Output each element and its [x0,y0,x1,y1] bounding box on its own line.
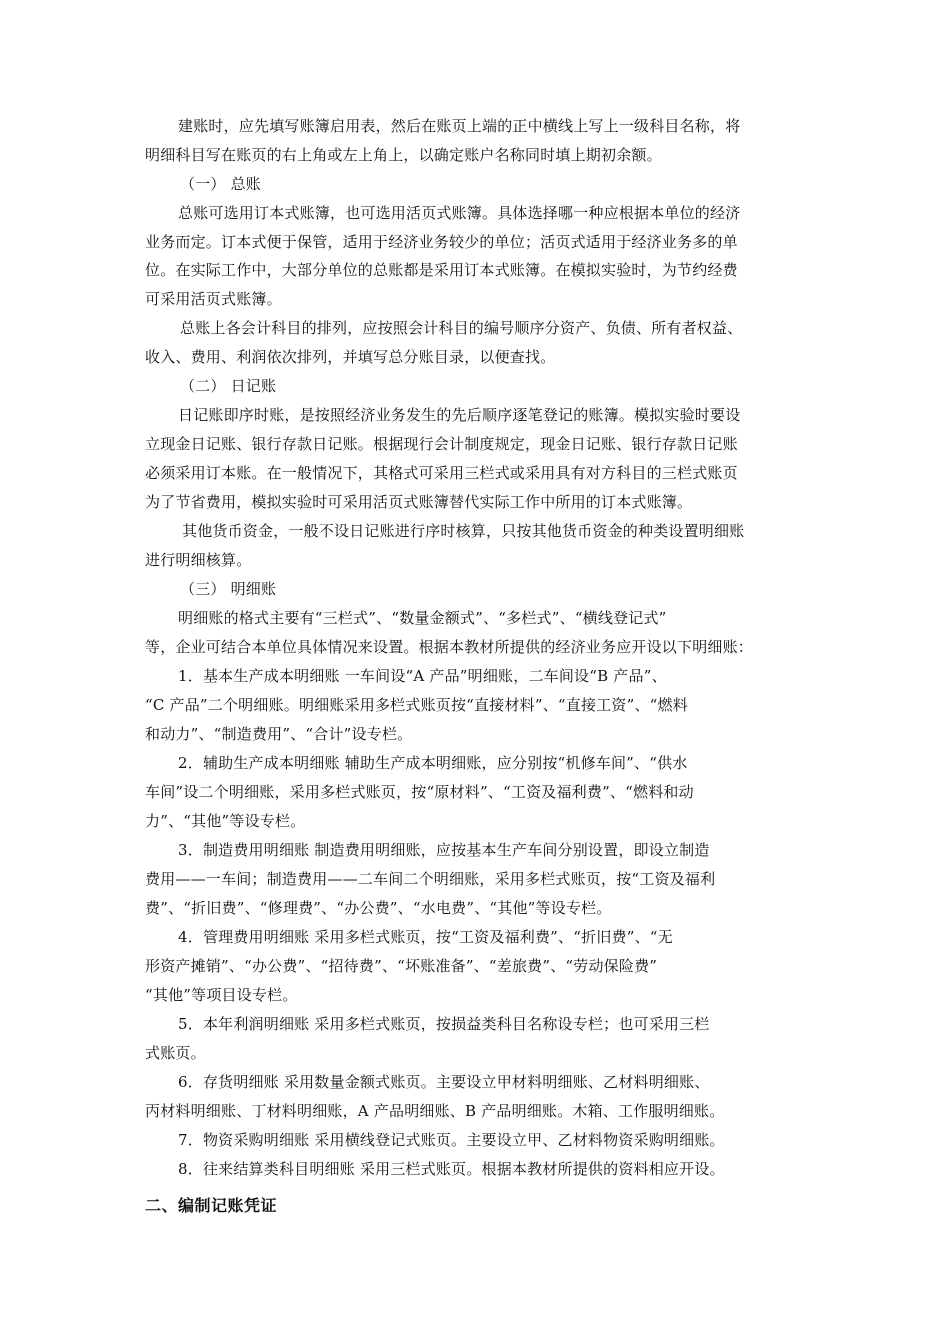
subheading-general-ledger: （一） 总账 [180,175,261,193]
paragraph-line: 进行明细核算。 [145,551,252,569]
paragraph-line: 立现金日记账、银行存款日记账。根据现行会计制度规定，现金日记账、银行存款日记账 [145,435,738,453]
paragraph-line: 费”、“折旧费”、“修理费”、“办公费”、“水电费”、“其他”等设专栏。 [145,899,612,917]
paragraph-line: 总账上各会计科目的排列，应按照会计科目的编号顺序分资产、负债、所有者权益、 [180,319,743,337]
list-item-5: 5．本年利润明细账 采用多栏式账页，按损益类科目名称设专栏；也可采用三栏 [178,1015,710,1033]
paragraph-line: 和动力”、“制造费用”、“合计”设专栏。 [145,725,413,743]
paragraph-line: 其他货币资金，一般不设日记账进行序时核算，只按其他货币资金的种类设置明细账 [182,522,745,540]
paragraph-line: 等，企业可结合本单位具体情况来设置。根据本教材所提供的经济业务应开设以下明细账： [145,638,754,656]
paragraph-line: 明细科目写在账页的右上角或左上角上，以确定账户名称同时填上期初余额。 [145,146,662,164]
list-item-2: 2．辅助生产成本明细账 辅助生产成本明细账，应分别按“机修车间”、“供水 [178,754,688,772]
list-item-7: 7．物资采购明细账 采用横线登记式账页。主要设立甲、乙材料物资采购明细账。 [178,1131,725,1149]
paragraph-line: 总账可选用订本式账簿，也可选用活页式账簿。具体选择哪一种应根据本单位的经济 [178,204,741,222]
paragraph-line: 力”、“其他”等设专栏。 [145,812,306,830]
paragraph-line: 费用——一车间；制造费用——二车间二个明细账，采用多栏式账页，按“工资及福利 [145,870,716,888]
list-item-1: 1．基本生产成本明细账 一车间设“A 产品”明细账，二车间设“B 产品”、 [178,667,667,685]
subheading-journal: （二） 日记账 [180,377,277,395]
paragraph-line: “C 产品”二个明细账。明细账采用多栏式账页按“直接材料”、“直接工资”、“燃料 [145,696,688,714]
list-item-8: 8．往来结算类科目明细账 采用三栏式账页。根据本教材所提供的资料相应开设。 [178,1160,725,1178]
paragraph-line: 丙材料明细账、丁材料明细账，A 产品明细账、B 产品明细账。木箱、工作服明细账。 [145,1102,725,1120]
section-heading: 二、编制记账凭证 [145,1196,278,1215]
paragraph-line: 式账页。 [145,1044,206,1062]
paragraph-line: 车间”设二个明细账，采用多栏式账页，按“原材料”、“工资及福利费”、“燃料和动 [145,783,694,801]
paragraph-line: 可采用活页式账簿。 [145,290,282,308]
list-item-6: 6．存货明细账 采用数量金额式账页。主要设立甲材料明细账、乙材料明细账、 [178,1073,710,1091]
paragraph-line: 收入、费用、利润依次排列，并填写总分账目录，以便查找。 [145,348,556,366]
paragraph-line: 形资产摊销”、“办公费”、“招待费”、“坏账准备”、“差旅费”、“劳动保险费” [145,957,658,975]
paragraph-line: 日记账即序时账，是按照经济业务发生的先后顺序逐笔登记的账簿。模拟实验时要设 [178,406,741,424]
list-item-3: 3．制造费用明细账 制造费用明细账，应按基本生产车间分别设置，即设立制造 [178,841,710,859]
subheading-subsidiary-ledger: （三） 明细账 [180,580,277,598]
paragraph-line: 明细账的格式主要有“三栏式”、“数量金额式”、“多栏式”、“横线登记式” [178,609,667,627]
paragraph-line: 位。在实际工作中，大部分单位的总账都是采用订本式账簿。在模拟实验时，为节约经费 [145,261,738,279]
paragraph-line: 必须采用订本账。在一般情况下，其格式可采用三栏式或采用具有对方科目的三栏式账页 [145,464,738,482]
paragraph-line: 建账时，应先填写账簿启用表，然后在账页上端的正中横线上写上一级科目名称，将 [178,117,741,135]
paragraph-line: 业务而定。订本式便于保管，适用于经济业务较少的单位；活页式适用于经济业务多的单 [145,233,738,251]
list-item-4: 4．管理费用明细账 采用多栏式账页，按“工资及福利费”、“折旧费”、“无 [178,928,673,946]
paragraph-line: 为了节省费用，模拟实验时可采用活页式账簿替代实际工作中所用的订本式账簿。 [145,493,693,511]
paragraph-line: “其他”等项目设专栏。 [145,986,298,1004]
